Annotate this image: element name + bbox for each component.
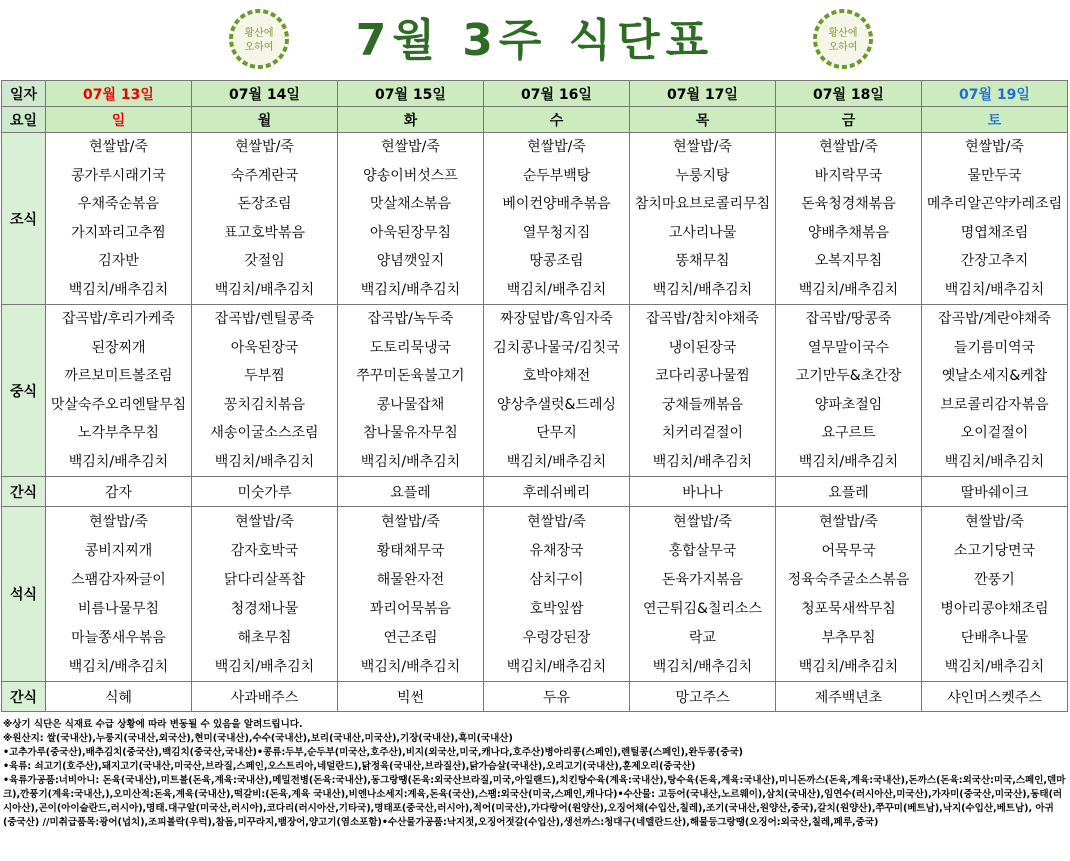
menu-item: 백김치/배추김치	[798, 658, 899, 675]
menu-item: 우렁강된장	[522, 629, 591, 646]
menu-item: 삼치구이	[529, 571, 584, 588]
date-cell: 07월 16일	[484, 81, 630, 107]
menu-item: 맛살숙주오리엔탈무침	[50, 396, 187, 413]
menu-item: 베이컨양배추볶음	[502, 196, 611, 213]
menu-item: 현쌀밥/죽	[673, 513, 732, 530]
menu-item: 숙주계란국	[230, 167, 299, 184]
menu-item: 오복지무침	[814, 253, 883, 270]
menu-item: 참나물유자무침	[363, 425, 458, 442]
weekday-cell: 토	[922, 107, 1068, 133]
logo-text-1: 황산에	[244, 28, 274, 39]
snack-cell: 딸바쉐이크	[922, 477, 1068, 507]
menu-item: 호박잎쌈	[529, 600, 584, 617]
menu-item: 우채죽순볶음	[77, 196, 160, 213]
weekday-cell: 목	[630, 107, 776, 133]
menu-item: 닭다리살폭찹	[223, 571, 306, 588]
menu-item: 고사리나물	[668, 224, 737, 241]
menu-item: 백김치/배추김치	[944, 658, 1045, 675]
menu-item: 백김치/배추김치	[506, 658, 607, 675]
menu-item: 백김치/배추김치	[360, 658, 461, 675]
menu-item: 돈육가지볶음	[661, 571, 744, 588]
dinner-cell	[46, 507, 192, 682]
menu-item: 요구르트	[821, 425, 876, 442]
dinner-label: 석식	[2, 507, 46, 682]
menu-item: 해초무침	[237, 629, 292, 646]
breakfast-cell	[630, 133, 776, 305]
menu-item: 잡곡밥/참치야채죽	[646, 311, 759, 328]
weekday-row	[2, 107, 1068, 133]
menu-item: 옛날소세지&케찹	[941, 368, 1048, 385]
date-cell: 07월 17일	[630, 81, 776, 107]
menu-item: 김자반	[98, 253, 139, 270]
menu-item: 청포묵새싹무침	[801, 600, 896, 617]
menu-item: 백김치/배추김치	[652, 453, 753, 470]
menu-item: 현쌀밥/죽	[819, 139, 878, 156]
menu-item: 갓절임	[244, 253, 285, 270]
lunch-row	[2, 305, 1068, 477]
menu-item: 단배추나물	[960, 629, 1029, 646]
menu-item: 백김치/배추김치	[68, 281, 169, 298]
dinner-cell	[630, 507, 776, 682]
snack-cell: 식혜	[46, 682, 192, 712]
menu-item: 양송이버섯스프	[363, 167, 458, 184]
menu-item: 표고호박볶음	[223, 224, 306, 241]
menu-item: 홍합살무국	[668, 542, 737, 559]
menu-item: 현쌀밥/죽	[89, 139, 148, 156]
menu-item: 현쌀밥/죽	[673, 139, 732, 156]
snack-cell: 사과배주스	[192, 682, 338, 712]
menu-item: 연근튀김&칠리소스	[642, 600, 763, 617]
menu-item: 꽁치김치볶음	[223, 396, 306, 413]
weekday-label: 요일	[2, 107, 46, 133]
date-cell: 07월 14일	[192, 81, 338, 107]
menu-item: 열무말이국수	[807, 339, 890, 356]
weekday-cell: 월	[192, 107, 338, 133]
menu-item: 누룽지탕	[675, 167, 730, 184]
menu-item: 부추무침	[821, 629, 876, 646]
menu-item: 백김치/배추김치	[360, 453, 461, 470]
snack-row-2	[2, 682, 1068, 712]
menu-item: 현쌀밥/죽	[235, 513, 294, 530]
logo-wreath-icon	[812, 8, 874, 70]
menu-item: 잡곡밥/녹두죽	[367, 311, 454, 328]
menu-item: 호박야채전	[522, 368, 591, 385]
menu-item: 까르보미트볼조림	[64, 368, 173, 385]
snack-cell: 요플레	[338, 477, 484, 507]
menu-item: 단무지	[536, 425, 577, 442]
menu-item: 소고기당면국	[953, 542, 1036, 559]
menu-item: 물만두국	[967, 167, 1022, 184]
menu-item: 열무청지짐	[522, 224, 591, 241]
menu-item: 유채장국	[529, 542, 584, 559]
menu-item: 오이겉절이	[960, 425, 1029, 442]
menu-item: 된장찌개	[91, 339, 146, 356]
dinner-cell	[338, 507, 484, 682]
menu-item: 현쌀밥/죽	[819, 513, 878, 530]
menu-item: 똥채무침	[675, 253, 730, 270]
weekday-cell: 금	[776, 107, 922, 133]
menu-item: 돈육청경채볶음	[801, 196, 896, 213]
menu-item: 궁채들깨볶음	[661, 396, 744, 413]
menu-item: 명엽채조림	[960, 224, 1029, 241]
snack-cell: 감자	[46, 477, 192, 507]
menu-item: 고기만두&초간장	[795, 368, 902, 385]
weekday-cell: 일	[46, 107, 192, 133]
menu-item: 현쌀밥/죽	[381, 513, 440, 530]
menu-item: 백김치/배추김치	[506, 453, 607, 470]
menu-item: 콩나물잡채	[376, 396, 445, 413]
snack-cell: 제주백년초	[776, 682, 922, 712]
menu-item: 메추리알곤약카레조림	[926, 196, 1063, 213]
breakfast-cell	[484, 133, 630, 305]
menu-item: 백김치/배추김치	[214, 658, 315, 675]
menu-item: 청경채나물	[230, 600, 299, 617]
snack-label: 간식	[2, 477, 46, 507]
date-label: 일자	[2, 81, 46, 107]
header	[0, 0, 1070, 80]
notes	[3, 718, 1067, 830]
dinner-cell	[192, 507, 338, 682]
lunch-label: 중식	[2, 305, 46, 477]
snack-cell: 샤인머스켓주스	[922, 682, 1068, 712]
menu-item: 코다리콩나물찜	[655, 368, 750, 385]
weekday-cell: 화	[338, 107, 484, 133]
note-line: ※상기 식단은 식재료 수급 상황에 따라 변동될 수 있음을 알려드립니다.	[3, 719, 303, 730]
menu-item: 아욱된장무침	[369, 224, 452, 241]
menu-item: 잡곡밥/땅콩죽	[805, 311, 892, 328]
menu-item: 현쌀밥/죽	[527, 513, 586, 530]
menu-item: 잡곡밥/렌틸콩죽	[214, 311, 315, 328]
snack-cell: 요플레	[776, 477, 922, 507]
breakfast-cell	[192, 133, 338, 305]
dinner-cell	[922, 507, 1068, 682]
menu-item: 도토리묵냉국	[369, 339, 452, 356]
date-cell: 07월 15일	[338, 81, 484, 107]
menu-item: 잡곡밥/후리가케죽	[62, 311, 175, 328]
dinner-cell	[484, 507, 630, 682]
menu-item: 정육숙주굴소스볶음	[787, 571, 910, 588]
menu-item: 두부찜	[244, 368, 285, 385]
menu-item: 백김치/배추김치	[506, 281, 607, 298]
snack-cell: 망고주스	[630, 682, 776, 712]
menu-item: 현쌀밥/죽	[965, 139, 1024, 156]
menu-item: 백김치/배추김치	[214, 453, 315, 470]
logo-text-2: 오하여	[828, 42, 858, 53]
menu-item: 백김치/배추김치	[360, 281, 461, 298]
menu-item: 병아리콩야채조림	[940, 600, 1049, 617]
menu-item: 비름나물무침	[77, 600, 160, 617]
menu-item: 간장고추지	[960, 253, 1029, 270]
menu-item: 양배추채볶음	[807, 224, 890, 241]
menu-item: 양파초절임	[814, 396, 883, 413]
menu-item: 백김치/배추김치	[944, 453, 1045, 470]
breakfast-cell	[776, 133, 922, 305]
page-title: 7월 3주 식단표	[355, 15, 715, 66]
menu-item: 현쌀밥/죽	[965, 513, 1024, 530]
menu-item: 감자호박국	[230, 542, 299, 559]
menu-item: 꽈리어묵볶음	[369, 600, 452, 617]
menu-item: 아욱된장국	[230, 339, 299, 356]
date-cell: 07월 19일	[922, 81, 1068, 107]
menu-item: 치커리겉절이	[661, 425, 744, 442]
lunch-cell	[922, 305, 1068, 477]
snack-cell: 두유	[484, 682, 630, 712]
date-row	[2, 81, 1068, 107]
menu-item: 노각부추무침	[77, 425, 160, 442]
menu-item: 백김치/배추김치	[798, 453, 899, 470]
menu-item: 현쌀밥/죽	[381, 139, 440, 156]
menu-item: 들기름미역국	[953, 339, 1036, 356]
menu-item: 락교	[688, 629, 717, 646]
note-line: •육류가공품:너비아니: 돈육(국내산),미트볼(돈육,계육:국내산),메밀전병(돈육:국내산),동그랑땡(돈육:외국산브라질,미국,아일랜드),치킨탕수육(계육:국내산),탕수육(돈육,계육:국내산),미니돈까스(돈육,계육:국내산),돈까스(돈육:외국산:미국,스페인,덴마크),깐풍기(계육:국내산,),오미산적:돈육,계육(국내산),떡갈비:(돈육,계육 국내산),비엔나소세지:계육,돈육(국산),스팸:외국산(미국,스페인,캐나다)•수산물: 고등어(국내산,노르웨이),삼치(국내산),임연수(러시아산,미국산),가자미(중국산,미국산),동태(러시아산),곤이(아이슬란드,러시아),명태.대구알(미국산,러시아),코다리(러시아산,기타국),명태포(중국산,러시아),적어(미국산),가다랑어(원양산),오징어채(수입산,칠레),조기(국내산,원양산,중국),갈치(원양산),쭈꾸미(베트남),낙지(수입산,베트남), 아귀(중국산) //미취급품목:광어(넙치),조피볼락(우럭),참돔,미꾸라지,뱀장어,양고기(염소포함)•수산물가공품:낙지젓,오징어젓갈(수입산),생선까스:청대구(네델란드산),해물등그랑땡(오징어:외국산,칠레,페루,중국)	[3, 775, 1066, 828]
menu-item: 냉이된장국	[668, 339, 737, 356]
note-line: •고추가루(중국산),배추김치(중국산),백김치(중국산,국내산)•콩류:두부,순두부(미국산,호주산),비지(외국산,미국,캐나다,호주산)병아리콩(스페인),렌틸콩(스페인),완두콩(중국)	[3, 747, 743, 758]
breakfast-row	[2, 133, 1068, 305]
menu-item: 콩가루시래기국	[71, 167, 166, 184]
dinner-cell	[776, 507, 922, 682]
menu-item: 백김치/배추김치	[944, 281, 1045, 298]
menu-item: 돈장조림	[237, 196, 292, 213]
breakfast-label: 조식	[2, 133, 46, 305]
date-cell: 07월 13일	[46, 81, 192, 107]
menu-item: 현쌀밥/죽	[527, 139, 586, 156]
breakfast-cell	[338, 133, 484, 305]
breakfast-cell	[46, 133, 192, 305]
menu-item: 콩비지찌개	[84, 542, 153, 559]
snack-cell: 후레쉬베리	[484, 477, 630, 507]
menu-item: 해물완자전	[376, 571, 445, 588]
lunch-cell	[338, 305, 484, 477]
menu-item: 백김치/배추김치	[68, 658, 169, 675]
menu-item: 현쌀밥/죽	[235, 139, 294, 156]
menu-item: 백김치/배추김치	[652, 658, 753, 675]
dinner-row	[2, 507, 1068, 682]
menu-item: 잡곡밥/계란야채죽	[938, 311, 1051, 328]
menu-item: 참치마요브로콜리무침	[634, 196, 771, 213]
logo-text-1: 황산에	[828, 28, 858, 39]
menu-item: 황태채무국	[376, 542, 445, 559]
menu-item: 땅콩조림	[529, 253, 584, 270]
menu-item: 가지꽈리고추찜	[71, 224, 166, 241]
menu-item: 바지락무국	[814, 167, 883, 184]
menu-item: 맛살채소볶음	[369, 196, 452, 213]
lunch-cell	[630, 305, 776, 477]
menu-item: 마늘쫑새우볶음	[71, 629, 166, 646]
menu-item: 브로콜리감자볶음	[940, 396, 1049, 413]
lunch-cell	[484, 305, 630, 477]
menu-item: 김치콩나물국/김칫국	[493, 339, 620, 356]
lunch-cell	[192, 305, 338, 477]
menu-table	[1, 80, 1068, 712]
breakfast-cell	[922, 133, 1068, 305]
lunch-cell	[776, 305, 922, 477]
menu-item: 현쌀밥/죽	[89, 513, 148, 530]
menu-item: 새송이굴소스조림	[210, 425, 319, 442]
menu-item: 양상추샐럿&드레싱	[496, 396, 617, 413]
lunch-cell	[46, 305, 192, 477]
snack-cell: 미숫가루	[192, 477, 338, 507]
menu-item: 백김치/배추김치	[798, 281, 899, 298]
menu-item: 백김치/배추김치	[652, 281, 753, 298]
menu-item: 짜장덮밥/흑임자죽	[500, 311, 613, 328]
snack-row-1	[2, 477, 1068, 507]
menu-item: 백김치/배추김치	[214, 281, 315, 298]
menu-item: 양념깻잎지	[376, 253, 445, 270]
snack-cell: 빅썬	[338, 682, 484, 712]
weekday-cell: 수	[484, 107, 630, 133]
date-cell: 07월 18일	[776, 81, 922, 107]
note-line: ※원산지: 쌀(국내산),누룽지(국내산,외국산),현미(국내산),수수(국내산),보리(국내산,미국산),기장(국내산),흑미(국내산)	[3, 733, 513, 744]
menu-item: 스팸감자짜글이	[71, 571, 166, 588]
menu-item: 어묵무국	[821, 542, 876, 559]
menu-item: 깐풍기	[974, 571, 1015, 588]
snack-label: 간식	[2, 682, 46, 712]
menu-item: 쭈꾸미돈육불고기	[356, 368, 465, 385]
snack-cell: 바나나	[630, 477, 776, 507]
menu-item: 순두부백탕	[522, 167, 591, 184]
logo-text-2: 오하여	[244, 42, 274, 53]
menu-item: 백김치/배추김치	[68, 453, 169, 470]
note-line: •육류: 쇠고기(호주산),돼지고기(국내산,미국산,브라질,스페인,오스트리아,네덜란드),닭정육(국내산,브라질산),닭가슴살(국내산),오리고기(국내산),훈제오리(중국산)	[3, 761, 696, 772]
menu-item: 연근조림	[383, 629, 438, 646]
